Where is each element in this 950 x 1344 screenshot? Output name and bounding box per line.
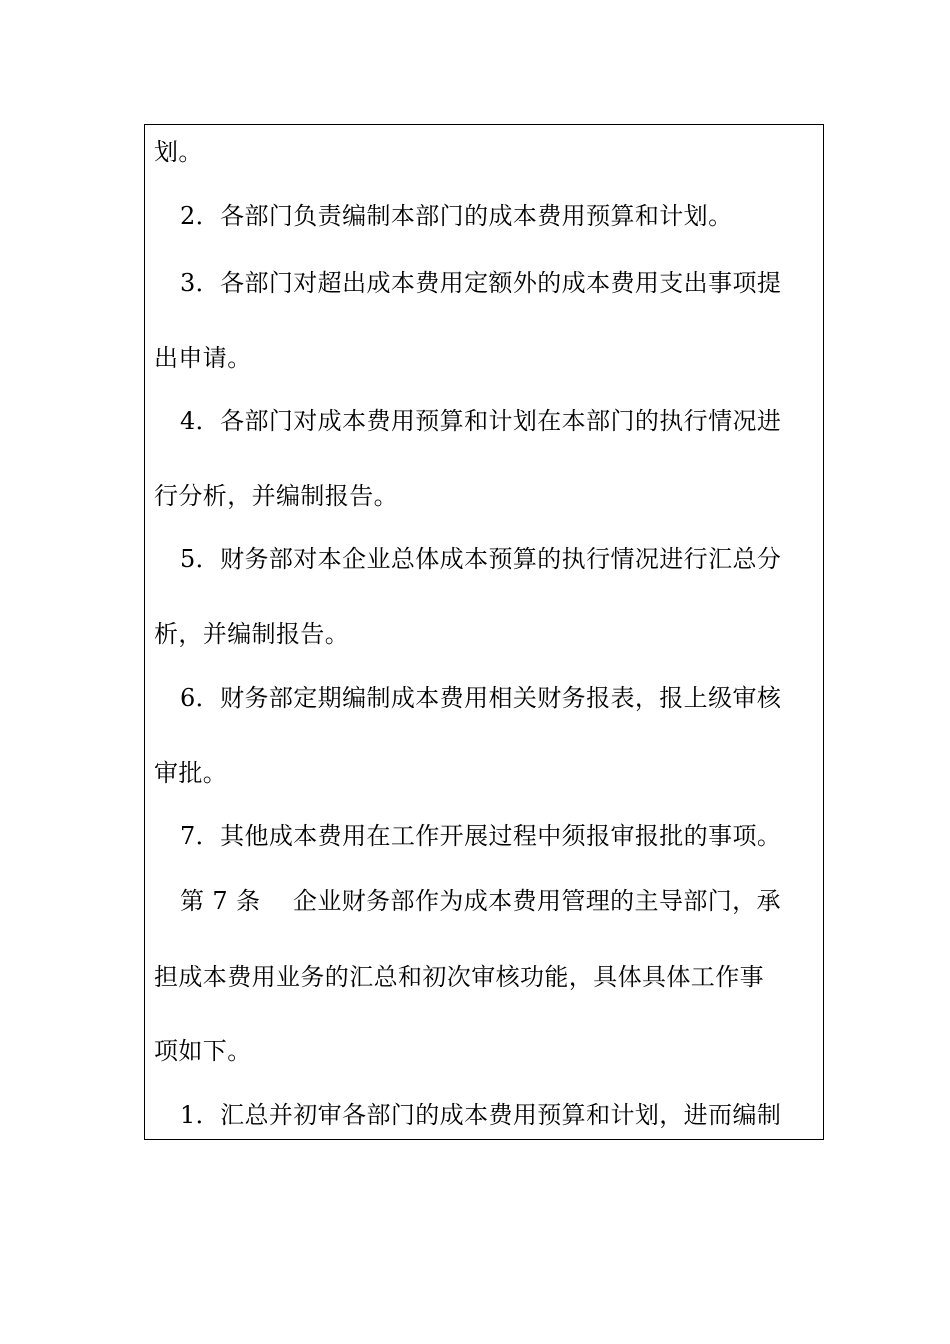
text-line: 行分析，并编制报告。 <box>154 482 398 510</box>
text-line: 1．汇总并初审各部门的成本费用预算和计划，进而编制 <box>180 1101 782 1129</box>
text-line: 析，并编制报告。 <box>154 620 350 648</box>
text-line: 2．各部门负责编制本部门的成本费用预算和计划。 <box>180 202 733 230</box>
text-line: 6．财务部定期编制成本费用相关财务报表，报上级审核 <box>180 684 782 712</box>
text-line: 划。 <box>154 138 203 166</box>
text-line: 3．各部门对超出成本费用定额外的成本费用支出事项提 <box>180 269 782 297</box>
text-line: 出申请。 <box>154 344 252 372</box>
text-line: 7．其他成本费用在工作开展过程中须报审报批的事项。 <box>180 822 782 850</box>
text-line: 项如下。 <box>154 1037 252 1065</box>
text-line: 5．财务部对本企业总体成本预算的执行情况进行汇总分 <box>180 545 782 573</box>
section-heading-line: 第 7 条 企业财务部作为成本费用管理的主导部门，承 <box>180 887 781 915</box>
text-line: 审批。 <box>154 759 228 787</box>
text-line: 4．各部门对成本费用预算和计划在本部门的执行情况进 <box>180 407 782 435</box>
text-line: 担成本费用业务的汇总和初次审核功能，具体具体工作事 <box>154 963 764 991</box>
